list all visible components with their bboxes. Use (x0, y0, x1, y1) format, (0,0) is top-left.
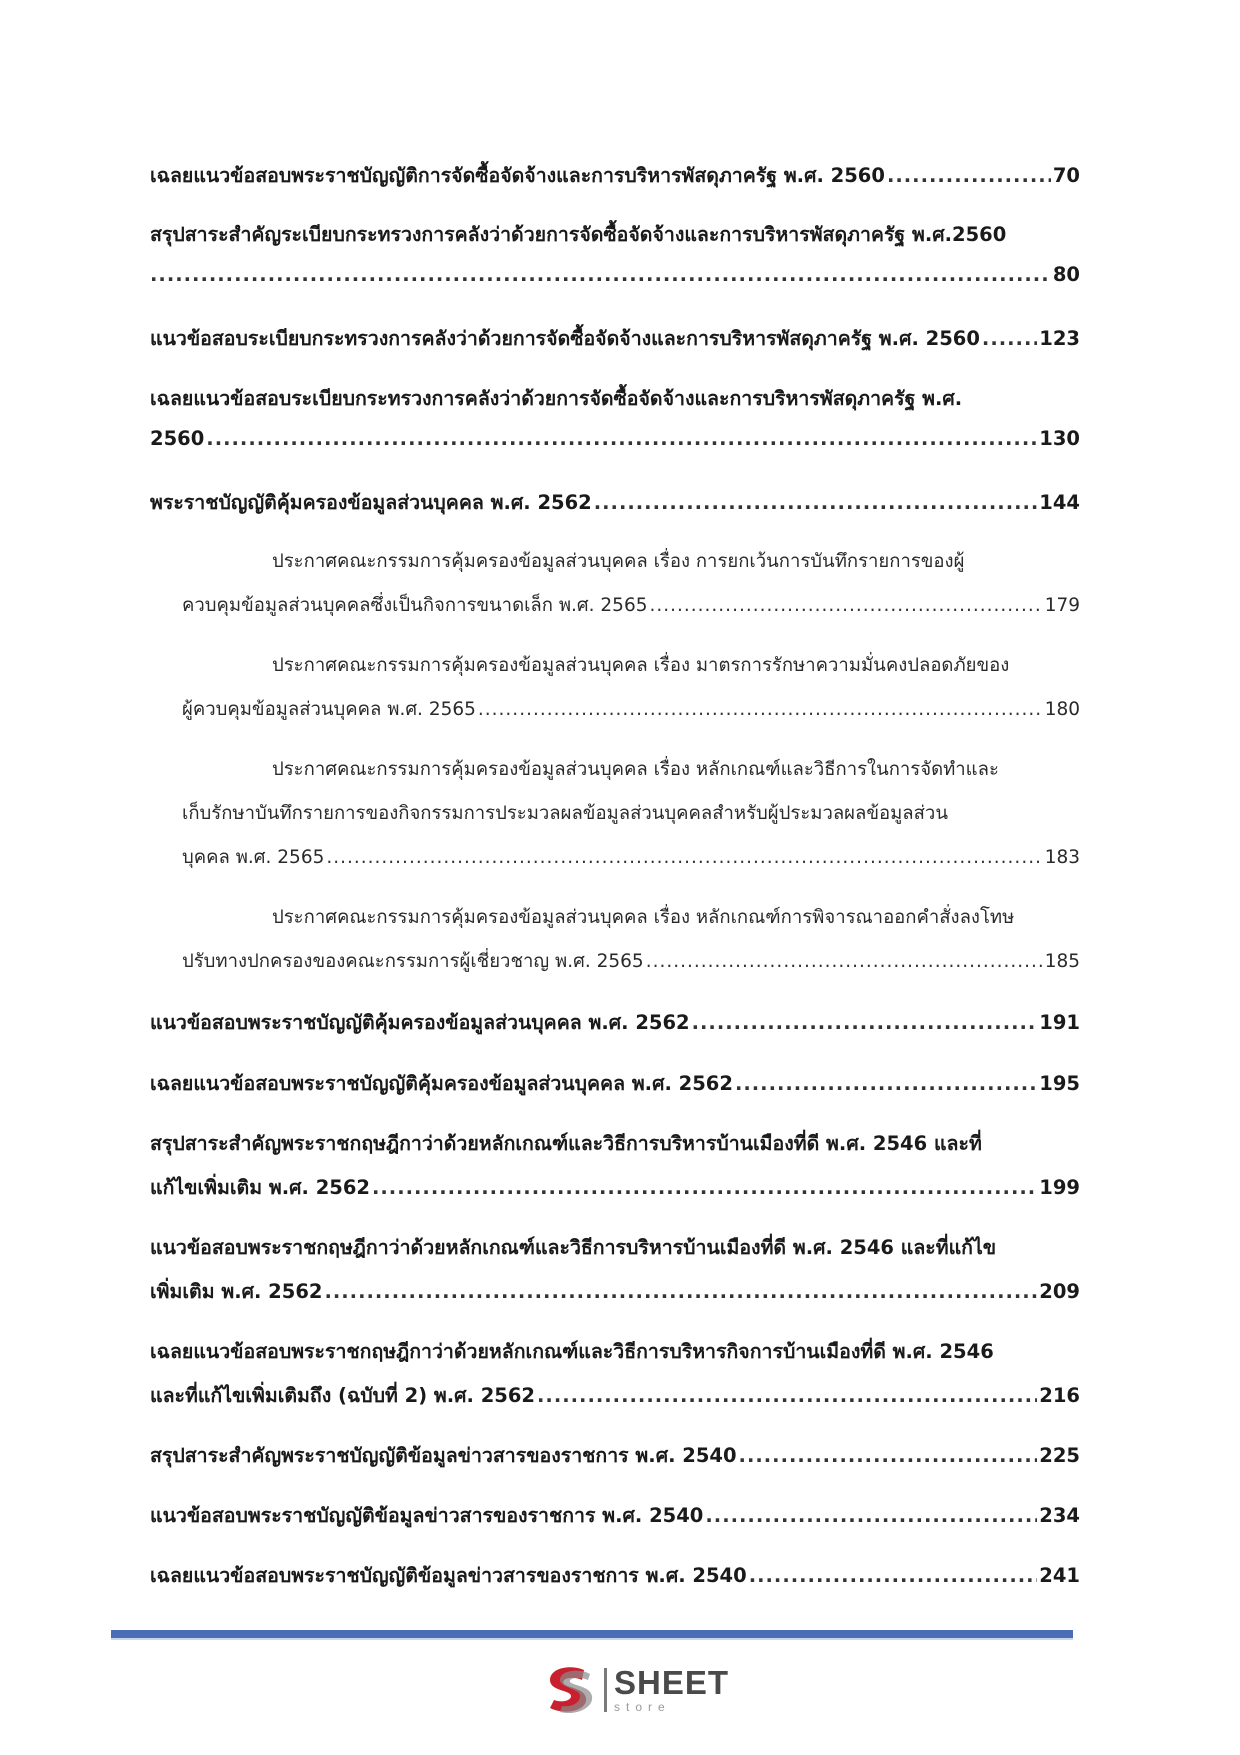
toc-entry-16[interactable] (150, 1500, 1080, 1531)
toc-subentry-3-line1[interactable] (272, 755, 1080, 784)
dot-leader (206, 427, 1037, 450)
toc-entry-13-line1[interactable] (150, 1232, 1080, 1263)
toc-entry-15[interactable] (150, 1440, 1080, 1471)
logo-wordmark: SHEET (614, 1664, 730, 1701)
toc-entry-14-line2[interactable] (150, 1380, 1080, 1411)
toc-entry-title: เฉลยแนวข้อสอบพระราชบัญญัติการจัดซื้อจัดจ้างและการบริหารพัสดุภาครัฐ พ.ศ. 2560 (150, 164, 885, 187)
dot-leader (887, 164, 1051, 187)
toc-entry-title: ประกาศคณะกรรมการคุ้มครองข้อมูลส่วนบุคคล เรื่อง หลักเกณฑ์การพิจารณาออกคำสั่งลงโทษ (272, 907, 1015, 928)
toc-entry-page: 179 (1044, 595, 1080, 616)
toc-entry-title: ประกาศคณะกรรมการคุ้มครองข้อมูลส่วนบุคคล เรื่อง มาตรการรักษาความมั่นคงปลอดภัยของ (272, 655, 1010, 676)
toc-entry-title: แนวข้อสอบพระราชกฤษฎีกาว่าด้วยหลักเกณฑ์และวิธีการบริหารบ้านเมืองที่ดี พ.ศ. 2546 และที่แก้ไข (150, 1236, 997, 1259)
toc-entry-10[interactable] (150, 1007, 1080, 1038)
toc-entry-page: 144 (1039, 491, 1080, 514)
dot-leader (739, 1444, 1038, 1467)
dot-leader (478, 699, 1043, 720)
dot-leader (735, 1072, 1037, 1095)
dot-leader (646, 951, 1043, 972)
sheet-store-logo (540, 1660, 730, 1720)
dot-leader (594, 491, 1038, 514)
toc-entry-title-cont: บุคคล พ.ศ. 2565 (182, 847, 325, 868)
toc-subentry-1-line2[interactable] (182, 591, 1080, 620)
toc-entry-13-line2[interactable] (150, 1276, 1080, 1307)
toc-entry-4-line1[interactable] (150, 383, 1080, 414)
toc-entry-title: สรุปสาระสำคัญพระราชบัญญัติข้อมูลข่าวสารของราชการ พ.ศ. 2540 (150, 1444, 737, 1467)
dot-leader (150, 263, 1051, 286)
footer-divider (111, 1630, 1073, 1638)
toc-entry-title: แนวข้อสอบระเบียบกระทรวงการคลังว่าด้วยการจัดซื้อจัดจ้างและการบริหารพัสดุภาครัฐ พ.ศ. 2560 (150, 327, 980, 350)
dot-leader (749, 1564, 1038, 1587)
toc-entry-title: เฉลยแนวข้อสอบระเบียบกระทรวงการคลังว่าด้วยการจัดซื้อจัดจ้างและการบริหารพัสดุภาครัฐ พ.ศ. (150, 387, 963, 410)
toc-entry-title: แนวข้อสอบพระราชบัญญัติข้อมูลข่าวสารของราชการ พ.ศ. 2540 (150, 1504, 704, 1527)
toc-entry-page: 183 (1044, 847, 1080, 868)
toc-entry-12-line1[interactable] (150, 1128, 1080, 1159)
toc-entry-page: 123 (1039, 327, 1080, 350)
dot-leader (324, 1280, 1037, 1303)
toc-entry-2-line2[interactable] (150, 263, 1080, 286)
dot-leader (537, 1384, 1037, 1407)
toc-entry-title-cont: ควบคุมข้อมูลส่วนบุคคลซึ่งเป็นกิจการขนาดเล็ก พ.ศ. 2565 (182, 595, 648, 616)
toc-entry-page: 70 (1052, 164, 1080, 187)
logo-subtitle: store (614, 1700, 671, 1714)
toc-entry-page: 185 (1044, 951, 1080, 972)
dot-leader (982, 327, 1037, 350)
toc-entry-page: 234 (1039, 1504, 1080, 1527)
dot-leader (705, 1504, 1037, 1527)
toc-entry-14-line1[interactable] (150, 1336, 1080, 1367)
toc-entry-title-cont: ผู้ควบคุมข้อมูลส่วนบุคคล พ.ศ. 2565 (182, 699, 476, 720)
toc-entry-page: 216 (1039, 1384, 1080, 1407)
toc-entry-title: เฉลยแนวข้อสอบพระราชบัญญัติคุ้มครองข้อมูลส่วนบุคคล พ.ศ. 2562 (150, 1072, 733, 1095)
toc-subentry-1-line1[interactable] (272, 547, 1080, 576)
toc-entry-page: 80 (1052, 263, 1080, 286)
toc-entry-1[interactable] (150, 160, 1080, 191)
dot-leader (692, 1011, 1038, 1034)
toc-entry-title-cont: เพิ่มเติม พ.ศ. 2562 (150, 1280, 323, 1303)
sheet-store-logo-icon (540, 1660, 600, 1720)
toc-subentry-3-line2[interactable] (182, 799, 1080, 828)
toc-subentry-2-line1[interactable] (272, 651, 1080, 680)
toc-entry-3[interactable] (150, 323, 1080, 354)
toc-subentry-2-line2[interactable] (182, 695, 1080, 724)
toc-entry-page: 180 (1044, 699, 1080, 720)
toc-entry-title-cont: และที่แก้ไขเพิ่มเติมถึง (ฉบับที่ 2) พ.ศ. 2562 (150, 1384, 536, 1407)
toc-entry-title: ประกาศคณะกรรมการคุ้มครองข้อมูลส่วนบุคคล เรื่อง หลักเกณฑ์และวิธีการในการจัดทำและ (272, 759, 999, 780)
toc-entry-12-line2[interactable] (150, 1172, 1080, 1203)
toc-entry-page: 225 (1039, 1444, 1080, 1467)
toc-entry-title: เฉลยแนวข้อสอบพระราชกฤษฎีกาว่าด้วยหลักเกณฑ์และวิธีการบริหารกิจการบ้านเมืองที่ดี พ.ศ. 2546 (150, 1340, 994, 1363)
toc-entry-title-cont: แก้ไขเพิ่มเติม พ.ศ. 2562 (150, 1176, 370, 1199)
logo-separator (604, 1668, 607, 1712)
toc-entry-2-line1[interactable] (150, 219, 1080, 250)
toc-entry-title: เฉลยแนวข้อสอบพระราชบัญญัติข้อมูลข่าวสารของราชการ พ.ศ. 2540 (150, 1564, 747, 1587)
toc-entry-11[interactable] (150, 1068, 1080, 1099)
toc-entry-page: 130 (1039, 427, 1080, 450)
toc-entry-page: 241 (1039, 1564, 1080, 1587)
toc-subentry-3-line3[interactable] (182, 843, 1080, 872)
toc-entry-title-cont: ปรับทางปกครองของคณะกรรมการผู้เชี่ยวชาญ พ.ศ. 2565 (182, 951, 644, 972)
toc-entry-title: พระราชบัญญัติคุ้มครองข้อมูลส่วนบุคคล พ.ศ. 2562 (150, 491, 592, 514)
dot-leader (372, 1176, 1037, 1199)
dot-leader (650, 595, 1043, 616)
toc-subentry-4-line1[interactable] (272, 903, 1080, 932)
toc-entry-5[interactable] (150, 487, 1080, 518)
toc-subentry-4-line2[interactable] (182, 947, 1080, 976)
toc-entry-title: สรุปสาระสำคัญระเบียบกระทรวงการคลังว่าด้วยการจัดซื้อจัดจ้างและการบริหารพัสดุภาครัฐ พ.ศ.2560 (150, 223, 1007, 246)
toc-entry-4-line2[interactable] (150, 427, 1080, 450)
toc-entry-page: 191 (1039, 1011, 1080, 1034)
toc-entry-title: ประกาศคณะกรรมการคุ้มครองข้อมูลส่วนบุคคล เรื่อง การยกเว้นการบันทึกรายการของผู้ (272, 551, 965, 572)
dot-leader (326, 847, 1042, 868)
toc-entry-page: 195 (1039, 1072, 1080, 1095)
toc-entry-title-cont: เก็บรักษาบันทึกรายการของกิจกรรมการประมวลผลข้อมูลส่วนบุคคลสำหรับผู้ประมวลผลข้อมูลส่วน (182, 803, 948, 824)
toc-entry-title: สรุปสาระสำคัญพระราชกฤษฎีกาว่าด้วยหลักเกณฑ์และวิธีการบริหารบ้านเมืองที่ดี พ.ศ. 2546 และที่ (150, 1132, 982, 1155)
toc-entry-title-cont: 2560 (150, 427, 205, 450)
toc-entry-17[interactable] (150, 1560, 1080, 1591)
toc-entry-title: แนวข้อสอบพระราชบัญญัติคุ้มครองข้อมูลส่วนบุคคล พ.ศ. 2562 (150, 1011, 690, 1034)
toc-entry-page: 199 (1039, 1176, 1080, 1199)
toc-entry-page: 209 (1039, 1280, 1080, 1303)
